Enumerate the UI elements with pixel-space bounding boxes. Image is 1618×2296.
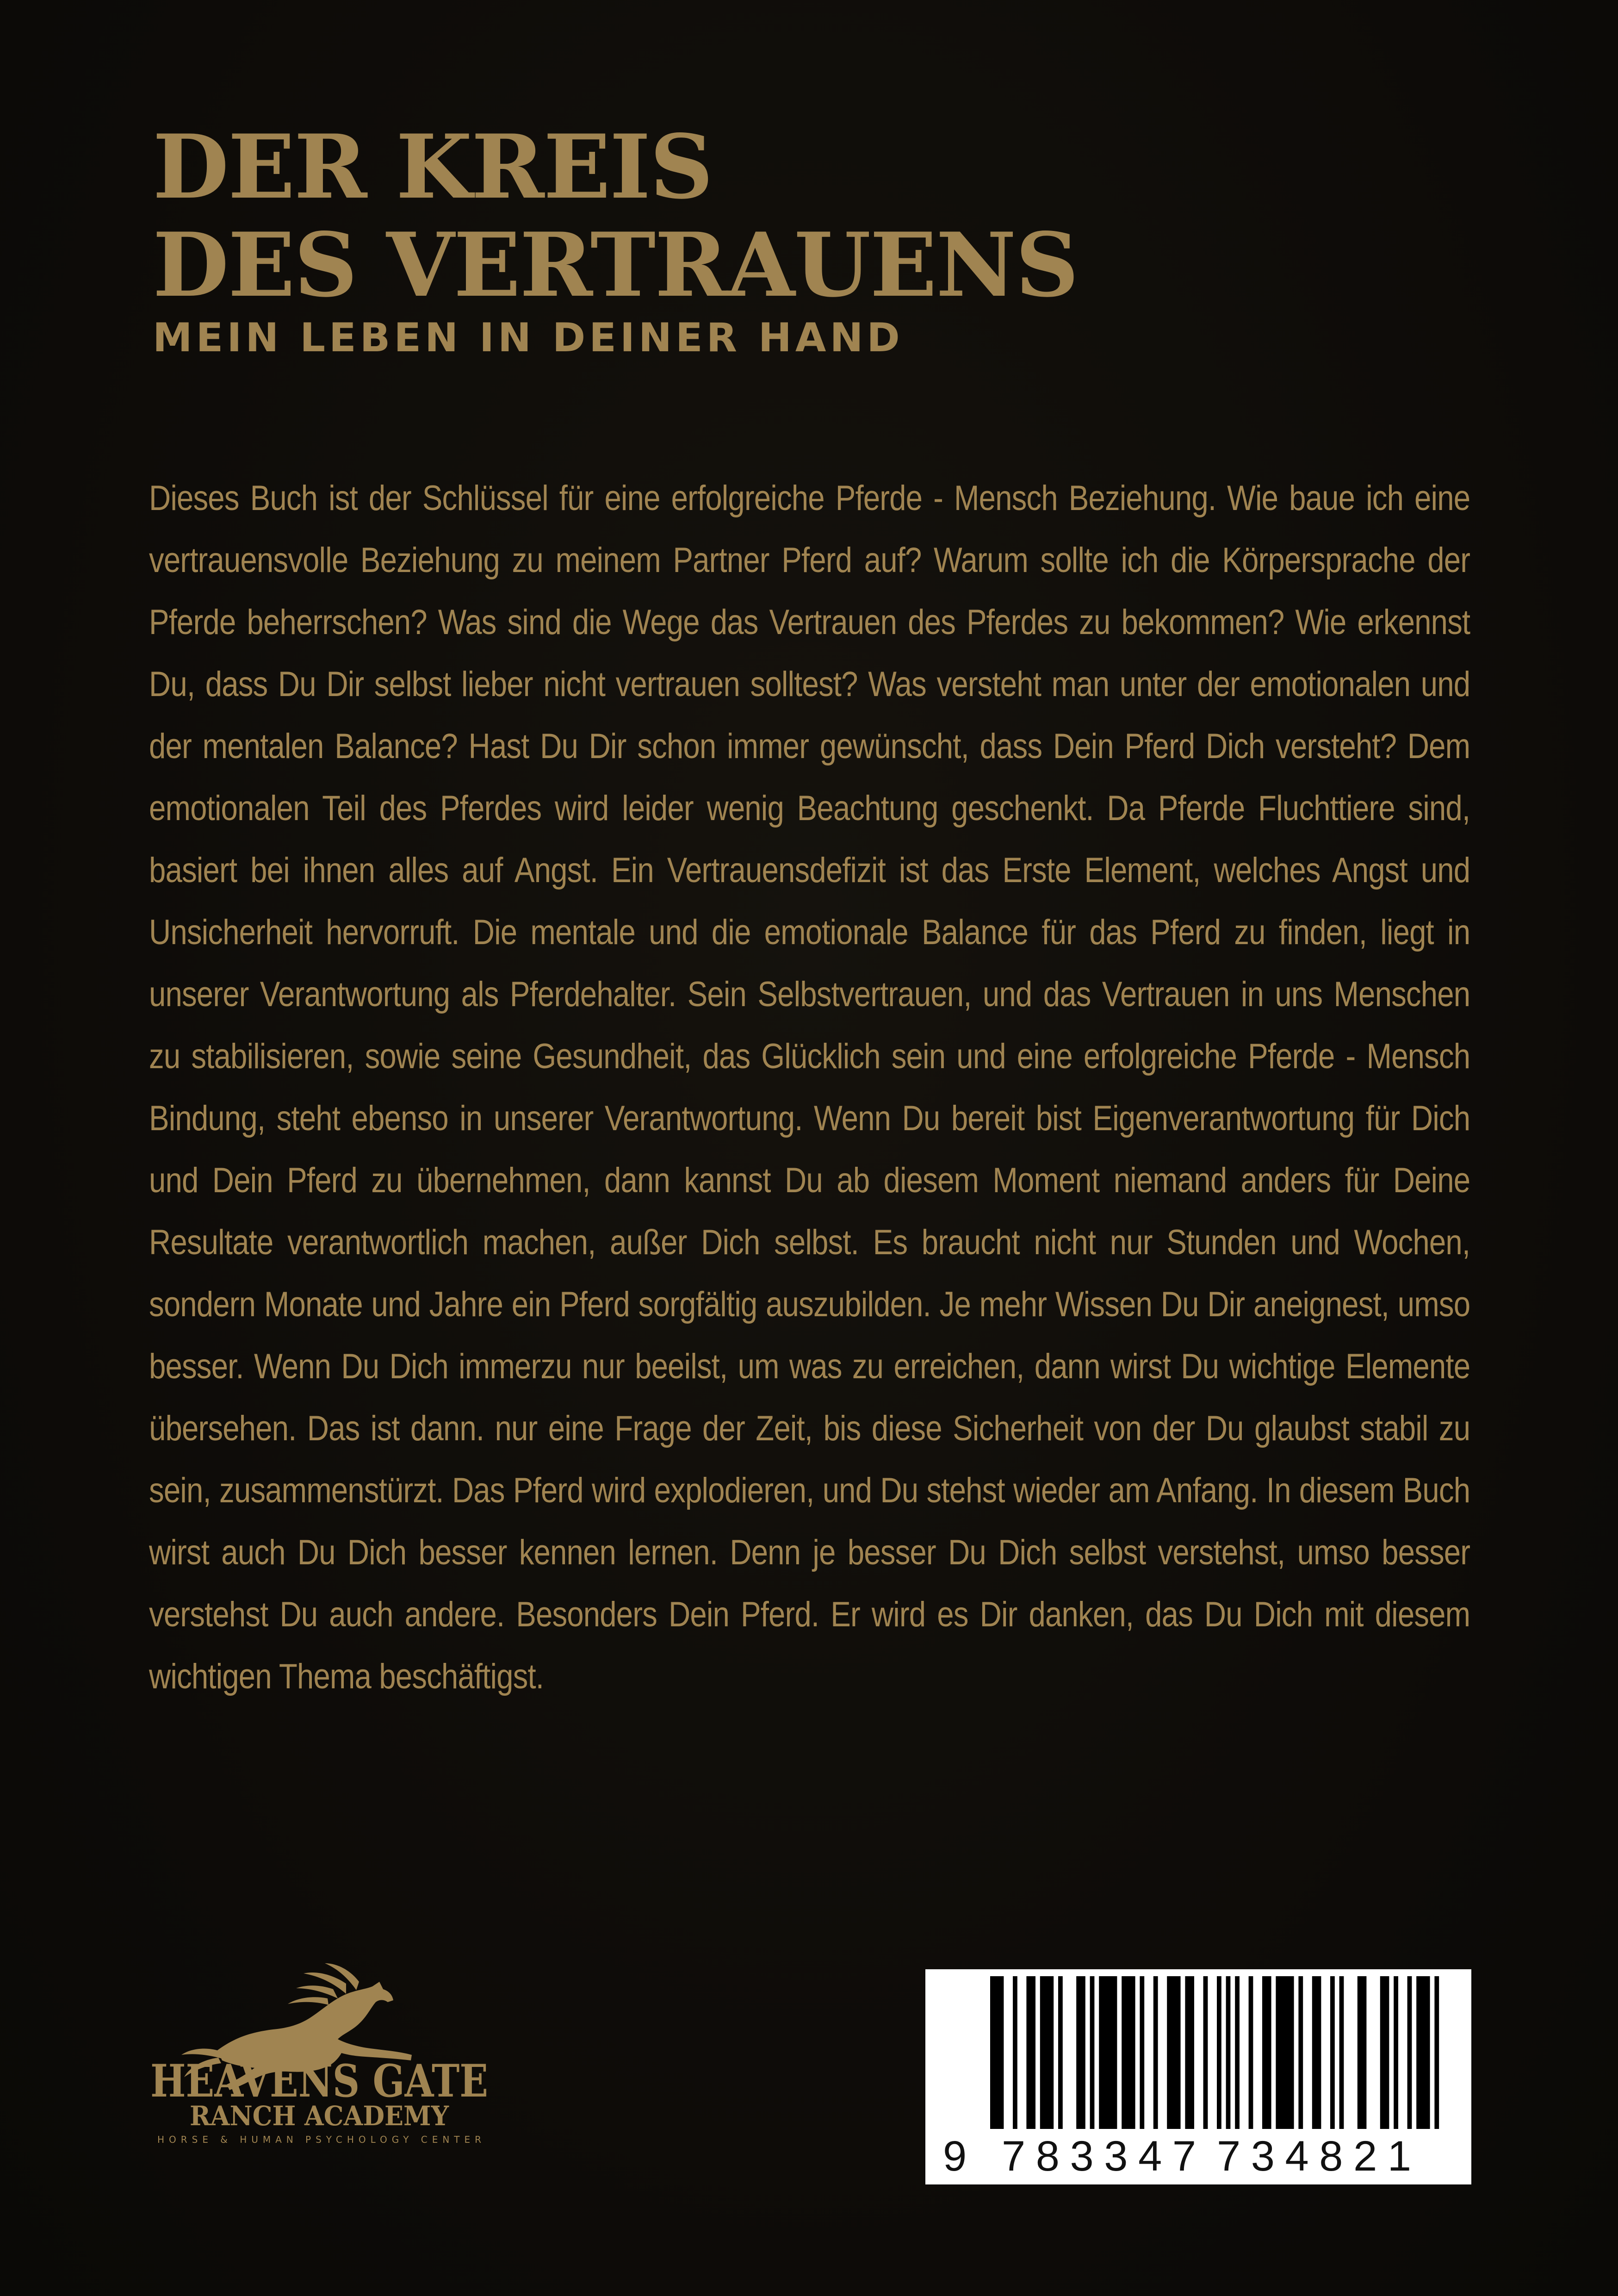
barcode-bar xyxy=(1185,1976,1194,2129)
barcode-bar xyxy=(1262,1976,1271,2129)
barcode-digits-right: 734821 xyxy=(1217,2133,1411,2180)
publisher-logo xyxy=(139,1944,500,2147)
logo-name-line-1: HEAVENS GATE xyxy=(150,2055,488,2107)
barcode-bar xyxy=(1203,1976,1208,2129)
barcode-bar xyxy=(1058,1976,1063,2129)
barcode-bar xyxy=(1358,1976,1367,2129)
barcode-bar xyxy=(1090,1976,1095,2129)
title-line-1: DER KREIS xyxy=(153,115,713,218)
barcode-graphic xyxy=(925,1969,1471,2184)
book-title xyxy=(153,115,1078,317)
barcode-bar xyxy=(1140,1976,1144,2129)
logo-tagline: HORSE & HUMAN PSYCHOLOGY CENTER xyxy=(157,2134,481,2145)
barcode-bar xyxy=(1394,1976,1398,2129)
back-cover-blurb: Dieses Buch ist der Schlüssel für eine erfolgreiche Pferde - Mensch Beziehung. Wie baue ich eine vertrauensvolle Beziehung zu meinem Partner Pferd auf? Warum sollte ich die Körpersprache der Pferde beherrschen? Was sind die Wege das Vertrauen des Pferdes zu bekommen? Wie erkennst Du, dass Du Dir selbst lieber nicht vertrauen solltest? Was versteht man unter der emotionalen und der mentalen Balance? Hast Du Dir schon immer gewünscht, dass Dein Pferd Dich versteht? Dem emotionalen Teil des Pferdes wird leider wenig Beachtung geschenkt. Da Pferde Fluchttiere sind, basiert bei ihnen alles auf Angst. Ein Vertrauensdefizit ist das Erste Element, welches Angst und Unsicherheit hervorruft. Die mentale und die emotionale Balance für das Pferd zu finden, liegt in unserer Verantwortung als Pferdehalter. Sein Selbstvertrauen, und das Vertrauen in uns Menschen zu stabilisieren, sowie seine Gesundheit, das Glücklich sein und eine erfolgreiche Pferde - Mensch Bindung, steht ebenso in unserer Verantwortung. Wenn Du bereit bist Eigenverantwortung für Dich und Dein Pferd zu übernehmen, dann kannst Du ab diesem Moment niemand anders für Deine Resultate verantwortlich machen, außer Dich selbst. Es braucht nicht nur Stunden und Wochen, sondern Monate und Jahre ein Pferd sorgfältig auszubilden. Je mehr Wissen Du Dir aneignest, umso besser. Wenn Du Dich immerzu nur beeilst, um was zu erreichen, dann wirst Du wichtige Elemente übersehen. Das ist dann. nur eine Frage der Zeit, bis diese Sicherheit von der Du glaubst stabil zu sein, zusammenstürzt. Das Pferd wird explodieren, und Du stehst wieder am Anfang. In diesem Buch wirst auch Du Dich besser kennen lernen. Denn je besser Du Dich selbst verstehst, umso besser verstehst Du auch andere. Besonders Dein Pferd. Er wird es Dir danken, das Du Dich mit diesem wichtigen Thema beschäftigst. xyxy=(149,479,1470,1696)
barcode-bar xyxy=(1416,1976,1430,2129)
barcode-bar xyxy=(1276,1976,1294,2129)
barcode-bar xyxy=(990,1976,1004,2129)
barcode-bar xyxy=(1122,1976,1135,2129)
barcode-bar xyxy=(1298,1976,1303,2129)
barcode-bar xyxy=(1249,1976,1253,2129)
barcode-bar xyxy=(1013,1976,1017,2129)
barcode-bar xyxy=(1434,1976,1439,2129)
logo-name-line-2: RANCH ACADEMY xyxy=(190,2100,449,2132)
barcode-bar xyxy=(1380,1976,1389,2129)
barcode-bar xyxy=(1339,1976,1344,2129)
barcode-bar xyxy=(1099,1976,1117,2129)
barcode-bar xyxy=(1235,1976,1240,2129)
barcode-bar xyxy=(1153,1976,1158,2129)
barcode-bar xyxy=(1226,1976,1231,2129)
barcode-bar xyxy=(1167,1976,1180,2129)
barcode-bar xyxy=(1076,1976,1085,2129)
barcode-bar xyxy=(1217,1976,1221,2129)
barcode-bar xyxy=(1312,1976,1321,2129)
barcode-digit-first: 9 xyxy=(943,2133,967,2180)
title-line-2: DES VERTRAUENS xyxy=(153,213,1078,317)
barcode-digits-left: 783347 xyxy=(1002,2133,1196,2180)
barcode-bar xyxy=(1330,1976,1335,2129)
book-subtitle: MEIN LEBEN IN DEINER HAND xyxy=(153,315,904,361)
barcode-bar xyxy=(1026,1976,1035,2129)
barcode-bars xyxy=(990,1976,1439,2129)
barcode-bar xyxy=(1407,1976,1412,2129)
isbn-barcode xyxy=(925,1969,1471,2184)
barcode-bar xyxy=(1040,1976,1054,2129)
